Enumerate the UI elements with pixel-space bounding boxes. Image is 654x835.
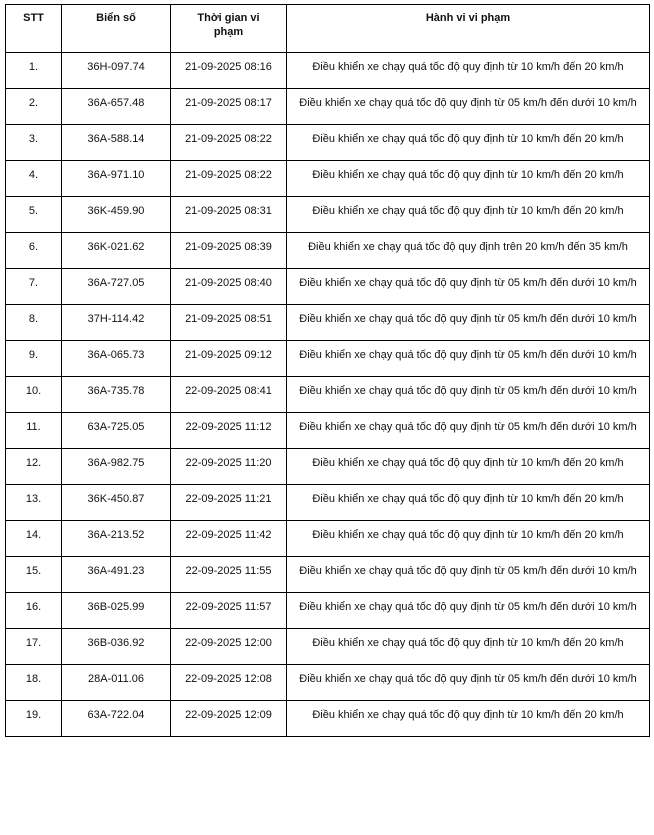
stt-value: 15. bbox=[25, 565, 42, 577]
stt-cell bbox=[6, 269, 62, 305]
stt-value: 8. bbox=[28, 313, 39, 325]
stt-value: 4. bbox=[28, 169, 39, 181]
stt-value: 2. bbox=[28, 97, 39, 109]
plate-cell bbox=[62, 53, 171, 89]
time-cell bbox=[171, 629, 287, 665]
stt-cell bbox=[6, 53, 62, 89]
table-row bbox=[6, 557, 650, 593]
plate-cell bbox=[62, 485, 171, 521]
stt-cell bbox=[6, 341, 62, 377]
stt-cell bbox=[6, 449, 62, 485]
time-value: 22-09-2025 12:08 bbox=[185, 673, 272, 685]
time-cell bbox=[171, 665, 287, 701]
plate-cell bbox=[62, 521, 171, 557]
violation-cell bbox=[287, 89, 650, 125]
time-cell bbox=[171, 557, 287, 593]
plate-cell bbox=[62, 665, 171, 701]
time-cell bbox=[171, 269, 287, 305]
plate-cell bbox=[62, 305, 171, 341]
table-row bbox=[6, 629, 650, 665]
time-value: 21-09-2025 08:31 bbox=[185, 205, 272, 217]
plate-value: 36A-491.23 bbox=[87, 565, 145, 577]
violation-value: Điều khiển xe chạy quá tốc độ quy định từ 05 km/h đến dưới 10 km/h bbox=[299, 565, 637, 577]
plate-cell bbox=[62, 557, 171, 593]
table-row bbox=[6, 161, 650, 197]
table-row bbox=[6, 377, 650, 413]
time-cell bbox=[171, 233, 287, 269]
violation-value: Điều khiển xe chạy quá tốc độ quy định từ 10 km/h đến 20 km/h bbox=[312, 169, 624, 181]
violation-value: Điều khiển xe chạy quá tốc độ quy định từ 10 km/h đến 20 km/h bbox=[312, 637, 624, 649]
stt-cell bbox=[6, 89, 62, 125]
time-value: 22-09-2025 11:21 bbox=[185, 493, 272, 505]
violation-cell bbox=[287, 197, 650, 233]
time-cell bbox=[171, 197, 287, 233]
violation-cell bbox=[287, 557, 650, 593]
time-value: 21-09-2025 08:40 bbox=[185, 277, 272, 289]
plate-value: 36B-025.99 bbox=[87, 601, 145, 613]
stt-cell bbox=[6, 629, 62, 665]
plate-value: 36A-588.14 bbox=[87, 133, 145, 145]
stt-value: 5. bbox=[28, 205, 39, 217]
violation-cell bbox=[287, 341, 650, 377]
plate-value: 36A-065.73 bbox=[87, 349, 145, 361]
violation-value: Điều khiển xe chạy quá tốc độ quy định từ 10 km/h đến 20 km/h bbox=[312, 457, 624, 469]
table-row bbox=[6, 53, 650, 89]
plate-value: 63A-725.05 bbox=[87, 421, 145, 433]
violation-value: Điều khiển xe chạy quá tốc độ quy định từ 05 km/h đến dưới 10 km/h bbox=[299, 97, 637, 109]
plate-cell bbox=[62, 125, 171, 161]
column-header-violation-label: Hành vi vi phạm bbox=[425, 12, 511, 24]
table-row bbox=[6, 485, 650, 521]
table-header-row bbox=[6, 5, 650, 53]
stt-value: 9. bbox=[28, 349, 39, 361]
time-cell bbox=[171, 53, 287, 89]
column-header-time bbox=[171, 5, 287, 53]
time-cell bbox=[171, 161, 287, 197]
stt-value: 7. bbox=[28, 277, 39, 289]
table-row bbox=[6, 593, 650, 629]
plate-cell bbox=[62, 341, 171, 377]
plate-value: 37H-114.42 bbox=[87, 313, 145, 325]
column-header-violation bbox=[287, 5, 650, 53]
stt-value: 6. bbox=[28, 241, 39, 253]
violation-value: Điều khiển xe chạy quá tốc độ quy định từ 10 km/h đến 20 km/h bbox=[312, 529, 624, 541]
time-cell bbox=[171, 341, 287, 377]
violation-value: Điều khiển xe chạy quá tốc độ quy định từ 10 km/h đến 20 km/h bbox=[312, 493, 624, 505]
violation-cell bbox=[287, 701, 650, 737]
table-body bbox=[6, 53, 650, 737]
plate-value: 36A-727.05 bbox=[87, 277, 145, 289]
stt-value: 13. bbox=[25, 493, 42, 505]
time-value: 21-09-2025 08:22 bbox=[185, 133, 272, 145]
time-value: 22-09-2025 11:12 bbox=[185, 421, 272, 433]
table-row bbox=[6, 413, 650, 449]
time-cell bbox=[171, 593, 287, 629]
time-value: 22-09-2025 11:20 bbox=[185, 457, 272, 469]
plate-cell bbox=[62, 269, 171, 305]
column-header-time-label: Thời gian vi phạm bbox=[197, 12, 260, 38]
time-value: 21-09-2025 08:39 bbox=[185, 241, 272, 253]
violation-value: Điều khiển xe chạy quá tốc độ quy định từ 05 km/h đến dưới 10 km/h bbox=[299, 421, 637, 433]
violation-cell bbox=[287, 269, 650, 305]
stt-value: 1. bbox=[28, 61, 39, 73]
violation-cell bbox=[287, 593, 650, 629]
time-cell bbox=[171, 413, 287, 449]
plate-cell bbox=[62, 413, 171, 449]
plate-cell bbox=[62, 449, 171, 485]
plate-value: 36A-213.52 bbox=[87, 529, 145, 541]
violation-cell bbox=[287, 53, 650, 89]
plate-value: 36A-971.10 bbox=[87, 169, 145, 181]
stt-cell bbox=[6, 557, 62, 593]
table-row bbox=[6, 125, 650, 161]
time-value: 22-09-2025 11:55 bbox=[185, 565, 272, 577]
time-cell bbox=[171, 485, 287, 521]
violation-value: Điều khiển xe chạy quá tốc độ quy định từ 05 km/h đến dưới 10 km/h bbox=[299, 601, 637, 613]
time-cell bbox=[171, 125, 287, 161]
table-row bbox=[6, 701, 650, 737]
stt-cell bbox=[6, 665, 62, 701]
plate-value: 28A-011.06 bbox=[87, 673, 145, 685]
plate-value: 36A-657.48 bbox=[87, 97, 145, 109]
plate-cell bbox=[62, 197, 171, 233]
table-row bbox=[6, 305, 650, 341]
violation-value: Điều khiển xe chạy quá tốc độ quy định từ 05 km/h đến dưới 10 km/h bbox=[299, 385, 637, 397]
time-value: 21-09-2025 08:51 bbox=[185, 313, 272, 325]
stt-cell bbox=[6, 161, 62, 197]
time-value: 22-09-2025 12:00 bbox=[185, 637, 272, 649]
plate-value: 36K-021.62 bbox=[87, 241, 145, 253]
time-value: 22-09-2025 12:09 bbox=[185, 709, 272, 721]
violation-cell bbox=[287, 161, 650, 197]
column-header-stt-label: STT bbox=[23, 12, 44, 24]
violations-table bbox=[5, 4, 650, 737]
stt-cell bbox=[6, 125, 62, 161]
table-row bbox=[6, 449, 650, 485]
violation-value: Điều khiển xe chạy quá tốc độ quy định từ 10 km/h đến 20 km/h bbox=[312, 133, 624, 145]
violation-cell bbox=[287, 665, 650, 701]
column-header-plate bbox=[62, 5, 171, 53]
violation-cell bbox=[287, 233, 650, 269]
violation-cell bbox=[287, 377, 650, 413]
plate-cell bbox=[62, 701, 171, 737]
time-value: 21-09-2025 08:16 bbox=[185, 61, 272, 73]
time-cell bbox=[171, 89, 287, 125]
table-row bbox=[6, 521, 650, 557]
time-value: 22-09-2025 11:57 bbox=[185, 601, 272, 613]
violation-cell bbox=[287, 125, 650, 161]
plate-cell bbox=[62, 377, 171, 413]
stt-value: 10. bbox=[25, 385, 42, 397]
violation-cell bbox=[287, 305, 650, 341]
plate-value: 36H-097.74 bbox=[87, 61, 145, 73]
table-row bbox=[6, 269, 650, 305]
table-row bbox=[6, 665, 650, 701]
violation-value: Điều khiển xe chạy quá tốc độ quy định từ 10 km/h đến 20 km/h bbox=[312, 205, 624, 217]
plate-value: 36A-982.75 bbox=[87, 457, 145, 469]
stt-cell bbox=[6, 233, 62, 269]
violation-value: Điều khiển xe chạy quá tốc độ quy định từ 05 km/h đến dưới 10 km/h bbox=[299, 349, 637, 361]
violation-value: Điều khiển xe chạy quá tốc độ quy định từ 05 km/h đến dưới 10 km/h bbox=[299, 673, 637, 685]
plate-cell bbox=[62, 593, 171, 629]
violation-cell bbox=[287, 413, 650, 449]
stt-cell bbox=[6, 593, 62, 629]
violation-value: Điều khiển xe chạy quá tốc độ quy định từ 05 km/h đến dưới 10 km/h bbox=[299, 277, 637, 289]
column-header-plate-label: Biển số bbox=[96, 12, 136, 24]
violation-cell bbox=[287, 485, 650, 521]
violation-cell bbox=[287, 449, 650, 485]
stt-value: 3. bbox=[28, 133, 39, 145]
time-value: 21-09-2025 08:17 bbox=[185, 97, 272, 109]
stt-value: 17. bbox=[25, 637, 42, 649]
table-row bbox=[6, 89, 650, 125]
plate-value: 36B-036.92 bbox=[87, 637, 145, 649]
violation-value: Điều khiển xe chạy quá tốc độ quy định từ 10 km/h đến 20 km/h bbox=[312, 61, 624, 73]
violation-cell bbox=[287, 629, 650, 665]
plate-cell bbox=[62, 233, 171, 269]
stt-cell bbox=[6, 305, 62, 341]
stt-cell bbox=[6, 413, 62, 449]
plate-value: 63A-722.04 bbox=[87, 709, 145, 721]
stt-cell bbox=[6, 701, 62, 737]
table-row bbox=[6, 233, 650, 269]
stt-cell bbox=[6, 197, 62, 233]
stt-value: 11. bbox=[26, 421, 41, 433]
time-value: 21-09-2025 08:22 bbox=[185, 169, 272, 181]
plate-value: 36A-735.78 bbox=[87, 385, 145, 397]
violation-value: Điều khiển xe chạy quá tốc độ quy định trên 20 km/h đến 35 km/h bbox=[308, 241, 628, 253]
time-value: 22-09-2025 08:41 bbox=[185, 385, 272, 397]
stt-cell bbox=[6, 521, 62, 557]
plate-cell bbox=[62, 629, 171, 665]
stt-value: 18. bbox=[25, 673, 42, 685]
plate-cell bbox=[62, 89, 171, 125]
stt-value: 19. bbox=[25, 709, 42, 721]
time-cell bbox=[171, 701, 287, 737]
plate-cell bbox=[62, 161, 171, 197]
plate-value: 36K-450.87 bbox=[87, 493, 145, 505]
time-cell bbox=[171, 377, 287, 413]
violation-cell bbox=[287, 521, 650, 557]
stt-value: 12. bbox=[25, 457, 42, 469]
violation-value: Điều khiển xe chạy quá tốc độ quy định từ 05 km/h đến dưới 10 km/h bbox=[299, 313, 637, 325]
stt-value: 14. bbox=[25, 529, 42, 541]
plate-value: 36K-459.90 bbox=[87, 205, 145, 217]
time-value: 22-09-2025 11:42 bbox=[185, 529, 272, 541]
stt-cell bbox=[6, 377, 62, 413]
time-cell bbox=[171, 305, 287, 341]
table-row bbox=[6, 197, 650, 233]
stt-value: 16. bbox=[25, 601, 42, 613]
time-value: 21-09-2025 09:12 bbox=[185, 349, 272, 361]
time-cell bbox=[171, 521, 287, 557]
stt-cell bbox=[6, 485, 62, 521]
table-row bbox=[6, 341, 650, 377]
time-cell bbox=[171, 449, 287, 485]
violation-value: Điều khiển xe chạy quá tốc độ quy định từ 10 km/h đến 20 km/h bbox=[312, 709, 624, 721]
column-header-stt bbox=[6, 5, 62, 53]
